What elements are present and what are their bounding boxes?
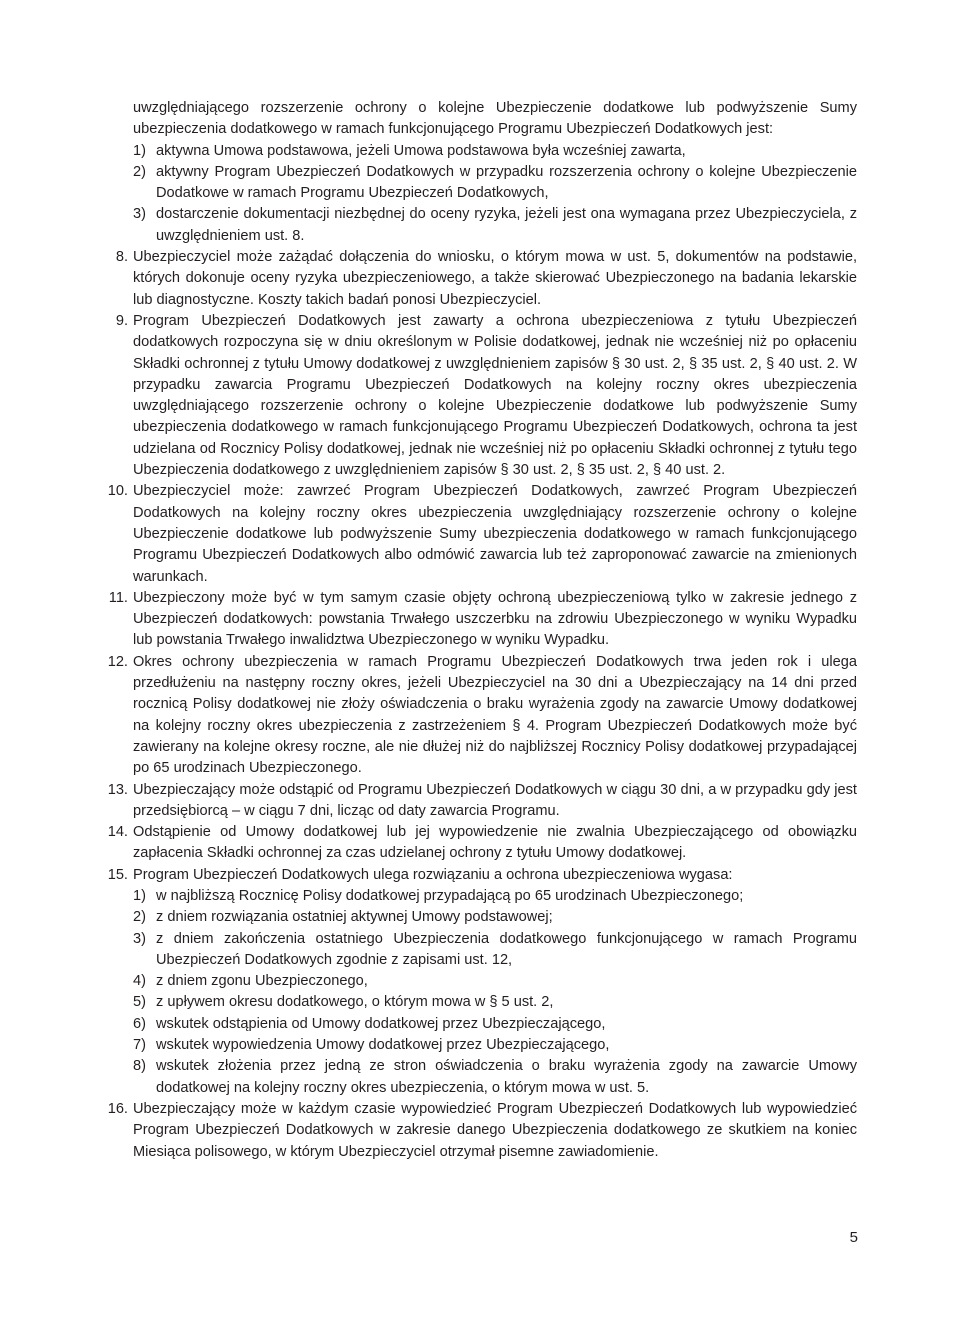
- intro-item-1-text: aktywna Umowa podstawowa, jeżeli Umowa podstawowa była wcześniej zawarta,: [156, 142, 686, 159]
- paragraph-15: [107, 865, 857, 886]
- paragraph-10-text: Ubezpieczyciel może: zawrzeć Program Ubezpieczeń Dodatkowych, zawrzeć Program Ubezpieczeń Dodatkowych na kolejny roczny okres ubezpieczenia uwzględniający rozszerzenie ochrony o kolejne Ubezpieczenie dodatkowe lub podwyższenie Sumy ubezpieczenia dodatkowego w ramach funkcjonującego Programu Ubezpieczeń Dodatkowych albo odmówić zawarcia lub też zaproponować zawarcie na zmienionych warunkach.: [133, 483, 857, 585]
- paragraph-13: [107, 780, 857, 823]
- paragraph-13-text: Ubezpieczający może odstąpić od Programu Ubezpieczeń Dodatkowych w ciągu 30 dni, a w przypadku gdy jest przedsiębiorcą – w ciągu 7 dni, licząc od daty zawarcia Programu.: [133, 781, 857, 819]
- paragraph-10: [107, 481, 857, 587]
- paragraph-15-item-8-number: 8): [133, 1058, 146, 1075]
- paragraph-8-text: Ubezpieczyciel może zażądać dołączenia do wniosku, o którym mowa w ust. 5, dokumentów na podstawie, których dokonuje oceny ryzyka ubezpieczeniowego, a także skierować Ubezpieczonego na badania lekarskie lub diagnostyczne. Koszty takich badań ponosi Ubezpieczyciel.: [133, 249, 857, 308]
- paragraph-14-text: Odstąpienie od Umowy dodatkowej lub jej wypowiedzenie nie zwalnia Ubezpieczającego od obowiązku zapłacenia Składki ochronnej za czas udzielanej ochrony z tytułu Umowy dodatkowej.: [133, 824, 857, 862]
- paragraph-15-item-4: [133, 971, 857, 992]
- paragraph-15-item-1-text: w najbliższą Rocznicę Polisy dodatkowej przypadającą po 65 urodzinach Ubezpieczonego;: [156, 887, 744, 904]
- paragraph-15-item-4-number: 4): [133, 973, 146, 990]
- intro-item-2: [133, 162, 857, 205]
- paragraph-15-item-5-text: z upływem okresu dodatkowego, o którym mowa w § 5 ust. 2,: [156, 994, 554, 1011]
- intro-item-2-text: aktywny Program Ubezpieczeń Dodatkowych w przypadku rozszerzenia ochrony o kolejne Ubezpieczenie Dodatkowe w ramach Programu Ubezpieczeń Dodatkowych,: [156, 163, 857, 202]
- paragraph-12-number: 12.: [107, 653, 128, 670]
- paragraph-15-item-6-text: wskutek odstąpienia od Umowy dodatkowej przez Ubezpieczającego,: [156, 1015, 606, 1032]
- intro-item-2-number: 2): [133, 163, 146, 180]
- paragraph-16-number: 16.: [107, 1100, 128, 1117]
- paragraph-15-item-5: [133, 992, 857, 1013]
- paragraph-15-item-8: [133, 1056, 857, 1099]
- paragraph-9: [115, 311, 857, 481]
- paragraph-15-item-7-text: wskutek wypowiedzenia Umowy dodatkowej przez Ubezpieczającego,: [156, 1037, 610, 1054]
- paragraph-14-number: 14.: [107, 824, 128, 841]
- paragraph-15-item-4-text: z dniem zgonu Ubezpieczonego,: [156, 973, 368, 990]
- paragraph-11: [108, 588, 857, 652]
- intro-item-3-text: dostarczenie dokumentacji niezbędnej do oceny ryzyka, jeżeli jest ona wymagana przez Ubezpieczyciela, z uwzględnieniem ust. 8.: [156, 206, 857, 244]
- paragraph-9-text: Program Ubezpieczeń Dodatkowych jest zawarty a ochrona ubezpieczeniowa z tytułu Ubezpieczeń dodatkowych rozpoczyna się w dniu określonym w Polisie dodatkowej, jednak nie wcześniej niż po opłaceniu Składki ochronnej z tytułu Umowy dodatkowej z uwzględnieniem zapisów § 30 ust. 2, § 35 ust. 2, § 40 ust. 2. W przypadku zawarcia Programu Ubezpieczeń Dodatkowych na kolejny roczny okres ubezpieczenia uwzględniającego rozszerzenie ochrony o kolejne Ubezpieczenie dodatkowe lub podwyższenie Sumy ubezpieczenia dodatkowego w ramach funkcjonującego Programu Ubezpieczeń Dodatkowych, ochrona ta jest udzielana od Rocznicy Polisy dodatkowej, jednak nie wcześniej niż po opłaceniu Składki ochronnej z tytułu tego Ubezpieczenia dodatkowego z uwzględnieniem zapisów § 30 ust. 2, § 35 ust. 2, § 40 ust. 2.: [133, 312, 857, 479]
- paragraph-15-item-2: [133, 907, 857, 928]
- paragraph-15-item-5-number: 5): [133, 994, 146, 1011]
- paragraph-15-item-3-text: z dniem zakończenia ostatniego Ubezpieczenia dodatkowego funkcjonującego w ramach Programu Ubezpieczeń Dodatkowych zgodnie z zapisami ust. 12,: [156, 930, 857, 968]
- paragraph-15-number: 15.: [107, 866, 128, 883]
- paragraph-15-item-3-number: 3): [133, 930, 146, 947]
- paragraph-15-item-3: [133, 929, 857, 972]
- paragraph-15-item-2-text: z dniem rozwiązania ostatniej aktywnej Umowy podstawowej;: [156, 909, 553, 926]
- paragraph-15-item-2-number: 2): [133, 909, 146, 926]
- document-body: [107, 98, 857, 1163]
- intro-item-3-number: 3): [133, 206, 146, 223]
- page-number: 5: [849, 1229, 858, 1246]
- paragraph-9-number: 9.: [115, 312, 128, 329]
- paragraph-15-item-1-number: 1): [133, 887, 146, 904]
- paragraph-10-number: 10.: [107, 483, 128, 500]
- paragraph-8-number: 8.: [115, 249, 128, 266]
- paragraph-8: [115, 247, 857, 311]
- paragraph-12-text: Okres ochrony ubezpieczenia w ramach Programu Ubezpieczeń Dodatkowych trwa jeden rok i ulega przedłużeniu na następny roczny okres, jeżeli Ubezpieczyciel na 30 dni a Ubezpieczający na 14 dni przed rocznicą Polisy dodatkowej nie złoży oświadczenia o braku wyrażenia zgody na zawarcie Umowy dodatkowej na kolejny roczny okres ubezpieczenia z zastrzeżeniem § 4. Program Ubezpieczeń Dodatkowych może być zawierany na kolejne okresy roczne, ale nie dłużej niż do najbliższej Rocznicy Polisy dodatkowej przypadającej po 65 urodzinach Ubezpieczonego.: [133, 653, 857, 777]
- paragraph-15-item-7-number: 7): [133, 1037, 146, 1054]
- intro-item-3: [133, 204, 857, 247]
- paragraph-11-number: 11.: [108, 589, 128, 606]
- paragraph-15-item-6-number: 6): [133, 1015, 146, 1032]
- paragraph-15-item-6: [133, 1014, 857, 1035]
- paragraph-14: [107, 822, 857, 865]
- paragraph-11-text: Ubezpieczony może być w tym samym czasie objęty ochroną ubezpieczeniową tylko w zakresie jednego z Ubezpieczeń dodatkowych: powstania Trwałego uszczerbku na zdrowiu Ubezpieczonego w wyniku Wypadku lub powstania Trwałego inwalidztwa Ubezpieczonego w wyniku Wypadku.: [133, 589, 857, 649]
- paragraph-15-item-7: [133, 1035, 857, 1056]
- paragraph-15-text: Program Ubezpieczeń Dodatkowych ulega rozwiązaniu a ochrona ubezpieczeniowa wygasa:: [133, 866, 733, 883]
- paragraph-15-item-8-text: wskutek złożenia przez jedną ze stron oświadczenia o braku wyrażenia zgody na zawarcie Umowy dodatkowej na kolejny roczny okres ubezpieczenia, o którym mowa w ust. 5.: [156, 1058, 857, 1096]
- intro-item-1-number: 1): [133, 142, 146, 159]
- paragraph-13-number: 13.: [107, 781, 128, 798]
- paragraph-12: [107, 652, 857, 780]
- intro-paragraph: uwzględniającego rozszerzenie ochrony o kolejne Ubezpieczenie dodatkowe lub podwyższenie Sumy ubezpieczenia dodatkowego w ramach funkcjonującego Programu Ubezpieczeń Dodatkowych jest:: [133, 100, 857, 138]
- intro-item-1: [133, 141, 857, 162]
- paragraph-16-text: Ubezpieczający może w każdym czasie wypowiedzieć Program Ubezpieczeń Dodatkowych lub wypowiedzieć Program Ubezpieczeń Dodatkowych w zakresie danego Ubezpieczenia dodatkowego ze skutkiem na koniec Miesiąca polisowego, w którym Ubezpieczyciel otrzymał pisemne zawiadomienie.: [133, 1100, 857, 1160]
- paragraph-15-item-1: [133, 886, 857, 907]
- paragraph-16: [107, 1099, 857, 1163]
